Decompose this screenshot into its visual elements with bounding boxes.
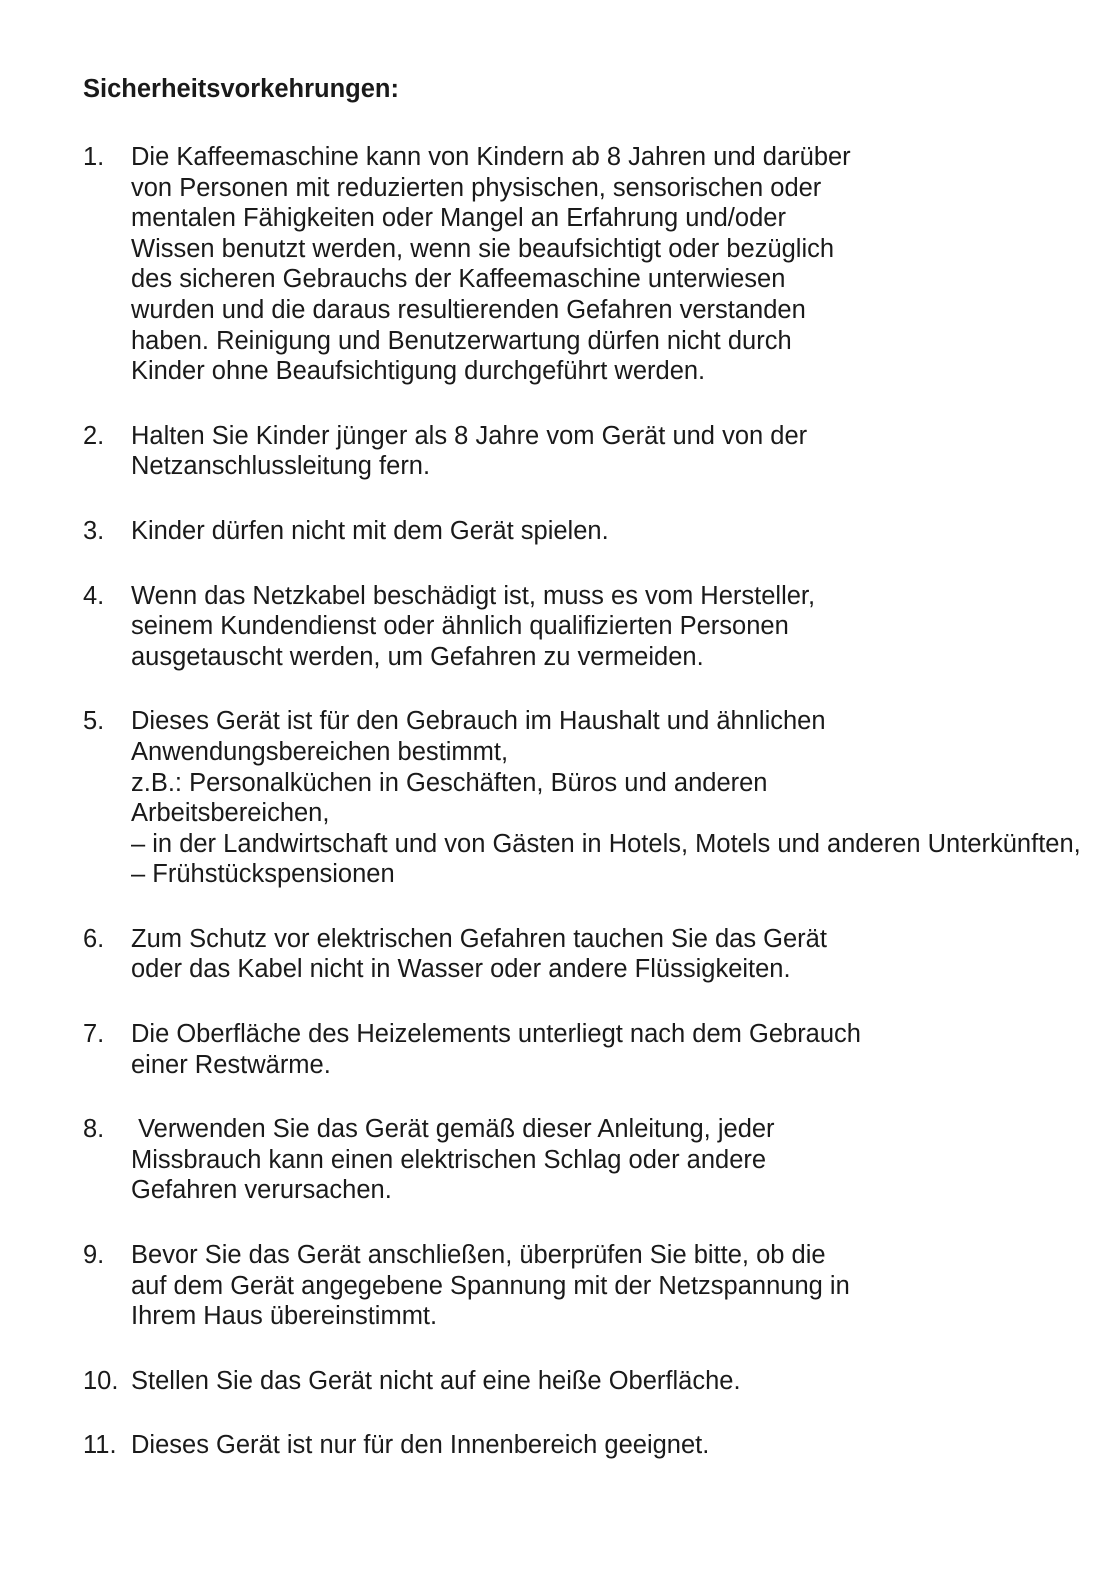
item-text-line: Anwendungsbereichen bestimmt, [131, 737, 509, 766]
list-item [83, 1430, 983, 1461]
item-number: 3. [83, 516, 105, 545]
item-number: 7. [83, 1020, 105, 1049]
item-number: 9. [83, 1241, 105, 1270]
list-item [83, 1240, 983, 1332]
item-number: 2. [83, 421, 105, 450]
item-text-line: Missbrauch kann einen elektrischen Schlag oder andere [131, 1145, 767, 1174]
item-text-line: Verwenden Sie das Gerät gemäß dieser Anleitung, jeder [131, 1115, 775, 1144]
item-sub-bullet: – Frühstückspensionen [131, 860, 395, 889]
item-text-line: Wenn das Netzkabel beschädigt ist, muss es vom Hersteller, [131, 581, 816, 610]
list-item [83, 706, 1081, 890]
item-text-line: haben. Reinigung und Benutzerwartung dürfen nicht durch [131, 326, 792, 355]
item-text-line: einer Restwärme. [131, 1050, 331, 1079]
item-text-line: Die Oberfläche des Heizelements unterliegt nach dem Gebrauch [131, 1020, 861, 1049]
item-text-line: Netzanschlussleitung fern. [131, 452, 431, 481]
item-text-line: des sicheren Gebrauchs der Kaffeemaschine unterwiesen [131, 265, 786, 294]
list-item [83, 1019, 983, 1080]
item-sub-bullet: – in der Landwirtschaft und von Gästen in Hotels, Motels und anderen Unterkünften, [131, 829, 1081, 858]
item-text-line: Gefahren verursachen. [131, 1176, 392, 1205]
item-text-line: Zum Schutz vor elektrischen Gefahren tauchen Sie das Gerät [131, 924, 827, 953]
list-item [83, 1366, 983, 1397]
item-text-line: auf dem Gerät angegebene Spannung mit der Netzspannung in [131, 1271, 850, 1300]
item-text-line: Wissen benutzt werden, wenn sie beaufsichtigt oder bezüglich [131, 234, 835, 263]
list-item [83, 516, 983, 547]
item-text-line: seinem Kundendienst oder ähnlich qualifizierten Personen [131, 612, 789, 641]
list-item [83, 1114, 983, 1206]
list-item [83, 581, 983, 673]
item-number: 5. [83, 707, 105, 736]
item-text-line: Bevor Sie das Gerät anschließen, überprüfen Sie bitte, ob die [131, 1241, 826, 1270]
item-number: 8. [83, 1115, 105, 1144]
page-title: Sicherheitsvorkehrungen: [83, 75, 399, 103]
list-item [83, 421, 983, 482]
safety-list [83, 142, 1081, 1461]
list-item [83, 924, 983, 985]
item-text-line: Halten Sie Kinder jünger als 8 Jahre vom Gerät und von der [131, 421, 808, 450]
list-item [83, 142, 983, 387]
item-text-line: Dieses Gerät ist für den Gebrauch im Haushalt und ähnlichen [131, 707, 826, 736]
document-page [83, 72, 1081, 1495]
item-text-line: von Personen mit reduzierten physischen, sensorischen oder [131, 173, 822, 202]
item-text-line: Ihrem Haus übereinstimmt. [131, 1302, 438, 1331]
item-number: 1. [83, 143, 105, 171]
item-text-line: Die Kaffeemaschine kann von Kindern ab 8 Jahren und darüber [131, 143, 851, 171]
item-text-line: Kinder dürfen nicht mit dem Gerät spielen. [131, 516, 609, 545]
item-text-line: Arbeitsbereichen, [131, 799, 330, 828]
item-text-line: ausgetauscht werden, um Gefahren zu vermeiden. [131, 642, 704, 671]
item-text-line: wurden und die daraus resultierenden Gefahren verstanden [131, 295, 806, 324]
item-text-line: mentalen Fähigkeiten oder Mangel an Erfahrung und/oder [131, 204, 786, 233]
item-number: 6. [83, 924, 105, 953]
item-number: 11. [83, 1431, 117, 1460]
item-text-line: Kinder ohne Beaufsichtigung durchgeführt werden. [131, 357, 706, 386]
item-text-line: oder das Kabel nicht in Wasser oder andere Flüssigkeiten. [131, 955, 791, 984]
item-text-line: z.B.: Personalküchen in Geschäften, Büros und anderen [131, 768, 768, 797]
item-text-line: Dieses Gerät ist nur für den Innenbereich geeignet. [131, 1431, 710, 1460]
item-text-line: Stellen Sie das Gerät nicht auf eine heiße Oberfläche. [131, 1366, 741, 1395]
item-number: 4. [83, 581, 105, 610]
item-number: 10. [83, 1366, 119, 1395]
